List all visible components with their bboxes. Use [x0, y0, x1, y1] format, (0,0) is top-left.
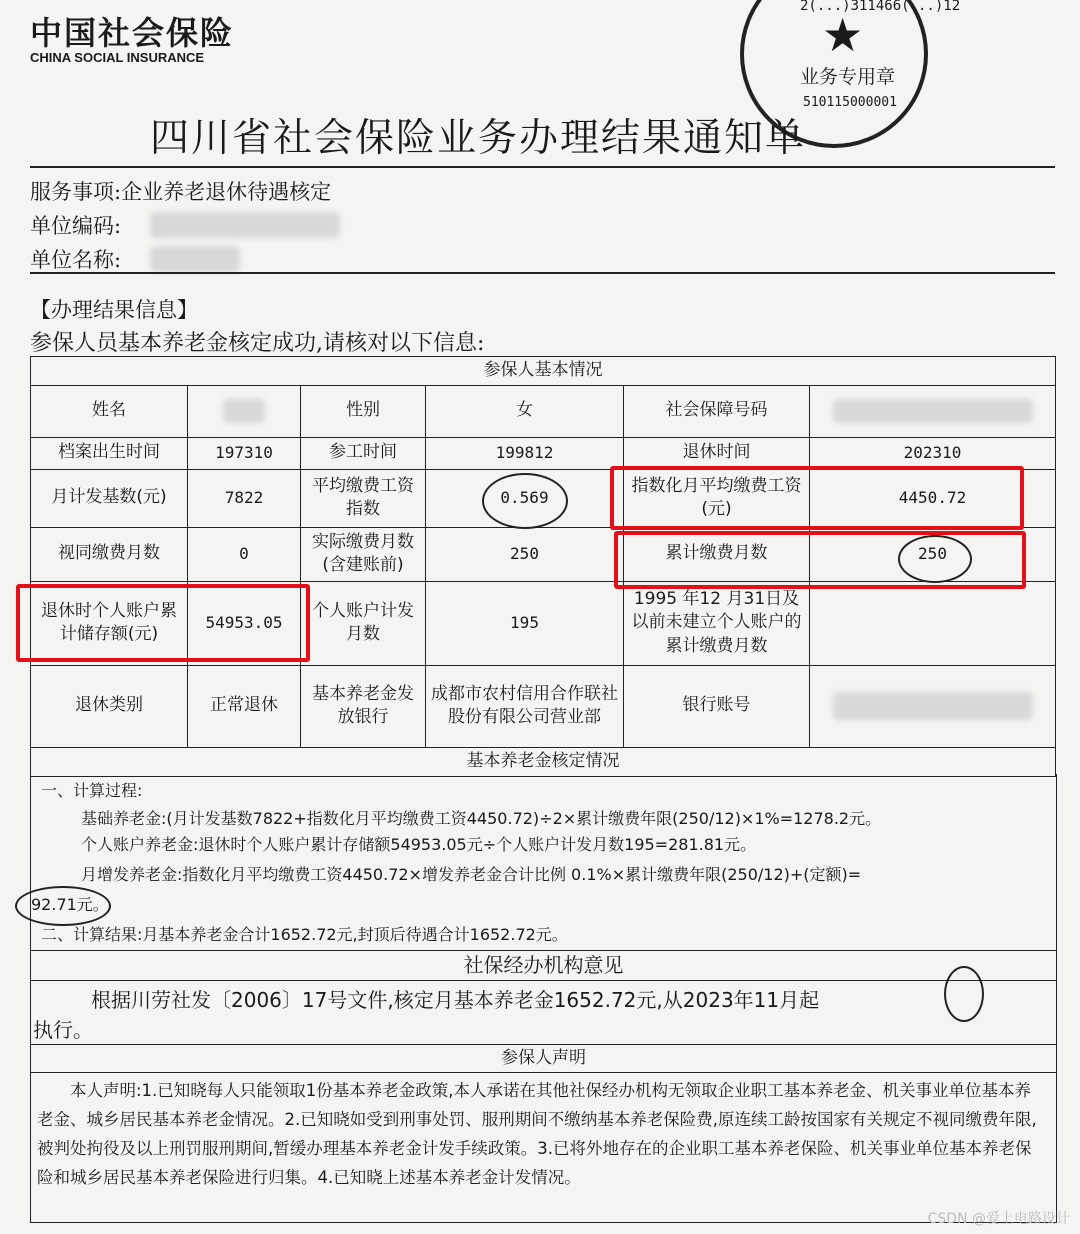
base-value: 7822: [188, 469, 301, 527]
logo-chinese: 中国社会保险: [30, 14, 235, 52]
declaration-section: [30, 1072, 1057, 1223]
pre1995-label: 1995 年12 月31日及以前未建立个人账户的累计缴费月数: [624, 581, 810, 665]
document-title: 四川省社会保险业务办理结果通知单: [150, 116, 807, 161]
meta-divider: [30, 272, 1055, 274]
work-start-value: 199812: [426, 437, 624, 469]
seal-code: 510115000001: [803, 95, 897, 110]
highlight-indexed-wage: [610, 466, 1024, 530]
name-value: [188, 385, 301, 437]
pen-circle-extra: [15, 886, 111, 926]
calc-extra-result: 92.71元。: [31, 895, 109, 914]
actual-months-value: 250: [426, 527, 624, 581]
avg-index-label: 平均缴费工资指数: [301, 469, 426, 527]
calc-basic-pension: 基础养老金:(月计发基数7822+指数化月平均缴费工资4450.72)÷2×累计缴费年限(250/12)×1%=1278.2元。: [81, 809, 882, 828]
gender-value: 女: [426, 385, 624, 437]
birth-value: 197310: [188, 437, 301, 469]
calc-header: 基本养老金核定情况: [31, 747, 1056, 776]
declaration-header: 参保人声明: [30, 1044, 1057, 1073]
retire-type-label: 退休类别: [31, 665, 188, 747]
indexed-wage-value: 4450.72: [810, 469, 1056, 527]
section-title: 【办理结果信息】: [30, 298, 198, 322]
result-intro: 参保人员基本养老金核定成功,请核对以下信息:: [30, 331, 485, 356]
opinion-text-a: 根据川劳社发〔2006〕17号文件,核定月基本养老金1652.72元,从2023年11月起: [91, 988, 820, 1012]
base-label: 月计发基数(元): [31, 469, 188, 527]
account-months-label: 个人账户计发月数: [301, 581, 426, 665]
calc-process-title: 一、计算过程:: [41, 781, 143, 800]
retire-value: 202310: [810, 437, 1056, 469]
bank-value: 成都市农村信用合作联社股份有限公司营业部: [426, 665, 624, 747]
work-start-label: 参工时间: [301, 437, 426, 469]
declaration-text: 本人声明:1.已知晓每人只能领取1份基本养老金政策,本人承诺在其他社保经办机构无领取企业职工基本养老金、机关事业单位基本养老金、城乡居民基本养老金情况。2.已知晓如受到刑事处罚、服刑期间不缴纳基本养老保险费,原连续工龄按国家有关规定不视同缴费年限,被判处拘役及以上刑罚服刑期间,暂缓办理基本养老金计发手续政策。3.已将外地存在的企业职工基本养老保险、机关事业单位基本养老保险和城乡居民基本养老保险进行归集。4.已知晓上述基本养老金计发情况。: [37, 1081, 1037, 1187]
account-label: 退休时个人账户累计储存额(元): [31, 581, 188, 665]
watermark: CSDN @爱上电路设计: [927, 1211, 1070, 1227]
pre1995-value: [810, 581, 1056, 665]
actual-months-label: 实际缴费月数(含建账前): [301, 527, 426, 581]
seal-top-text: 2(...)311466(...)12: [800, 0, 961, 14]
ssn-label: 社会保障号码: [624, 385, 810, 437]
indexed-wage-label: 指数化月平均缴费工资(元): [624, 469, 810, 527]
unit-code-label: 单位编码:: [30, 214, 122, 238]
service-item: [30, 176, 331, 206]
seal-label: 业务专用章: [800, 66, 896, 88]
service-label: 服务事项:: [30, 180, 122, 204]
redacted-unit-name: [150, 246, 240, 272]
bank-account-value: [810, 665, 1056, 747]
account-months-value: 195: [426, 581, 624, 665]
opinion-text-b: 执行。: [33, 1018, 93, 1042]
opinion-section: [30, 980, 1057, 1045]
pen-circle-index: [482, 473, 568, 529]
deemed-months-label: 视同缴费月数: [31, 527, 188, 581]
calc-result: 二、计算结果:月基本养老金合计1652.72元,封顶后待遇合计1652.72元。: [41, 925, 568, 944]
deemed-months-value: 0: [188, 527, 301, 581]
pen-circle-months: [898, 535, 972, 583]
logo-english: CHINA SOCIAL INSURANCE: [30, 50, 205, 65]
service-value: 企业养老退休待遇核定: [121, 180, 332, 204]
avg-index-value: 0.569: [426, 469, 624, 527]
highlight-account-balance: [16, 584, 310, 662]
pen-circle-month: [944, 966, 984, 1022]
ssn-value: [810, 385, 1056, 437]
total-months-value: 250: [810, 527, 1056, 581]
title-divider: [30, 166, 1055, 168]
bank-account-label: 银行账号: [624, 665, 810, 747]
gender-label: 性别: [301, 385, 426, 437]
calc-section: [30, 774, 1057, 951]
table-header: 参保人基本情况: [31, 357, 1056, 386]
calc-personal-pension: 个人账户养老金:退休时个人账户累计存储额54953.05元÷个人账户计发月数195=281.81元。: [81, 835, 757, 854]
unit-name-label: 单位名称:: [30, 248, 122, 272]
calc-extra-pension: 月增发养老金:指数化月平均缴费工资4450.72×增发养老金合计比例 0.1%×累计缴费年限(250/12)+(定额)=: [81, 865, 862, 884]
star-icon: ★: [822, 8, 864, 62]
bank-label: 基本养老金发放银行: [301, 665, 426, 747]
birth-label: 档案出生时间: [31, 437, 188, 469]
name-label: 姓名: [31, 385, 188, 437]
total-months-label: 累计缴费月数: [624, 527, 810, 581]
retire-type-value: 正常退休: [188, 665, 301, 747]
retire-label: 退休时间: [624, 437, 810, 469]
opinion-header: 社保经办机构意见: [30, 950, 1057, 981]
redacted-unit-code: [150, 212, 340, 238]
account-value: 54953.05: [188, 581, 301, 665]
